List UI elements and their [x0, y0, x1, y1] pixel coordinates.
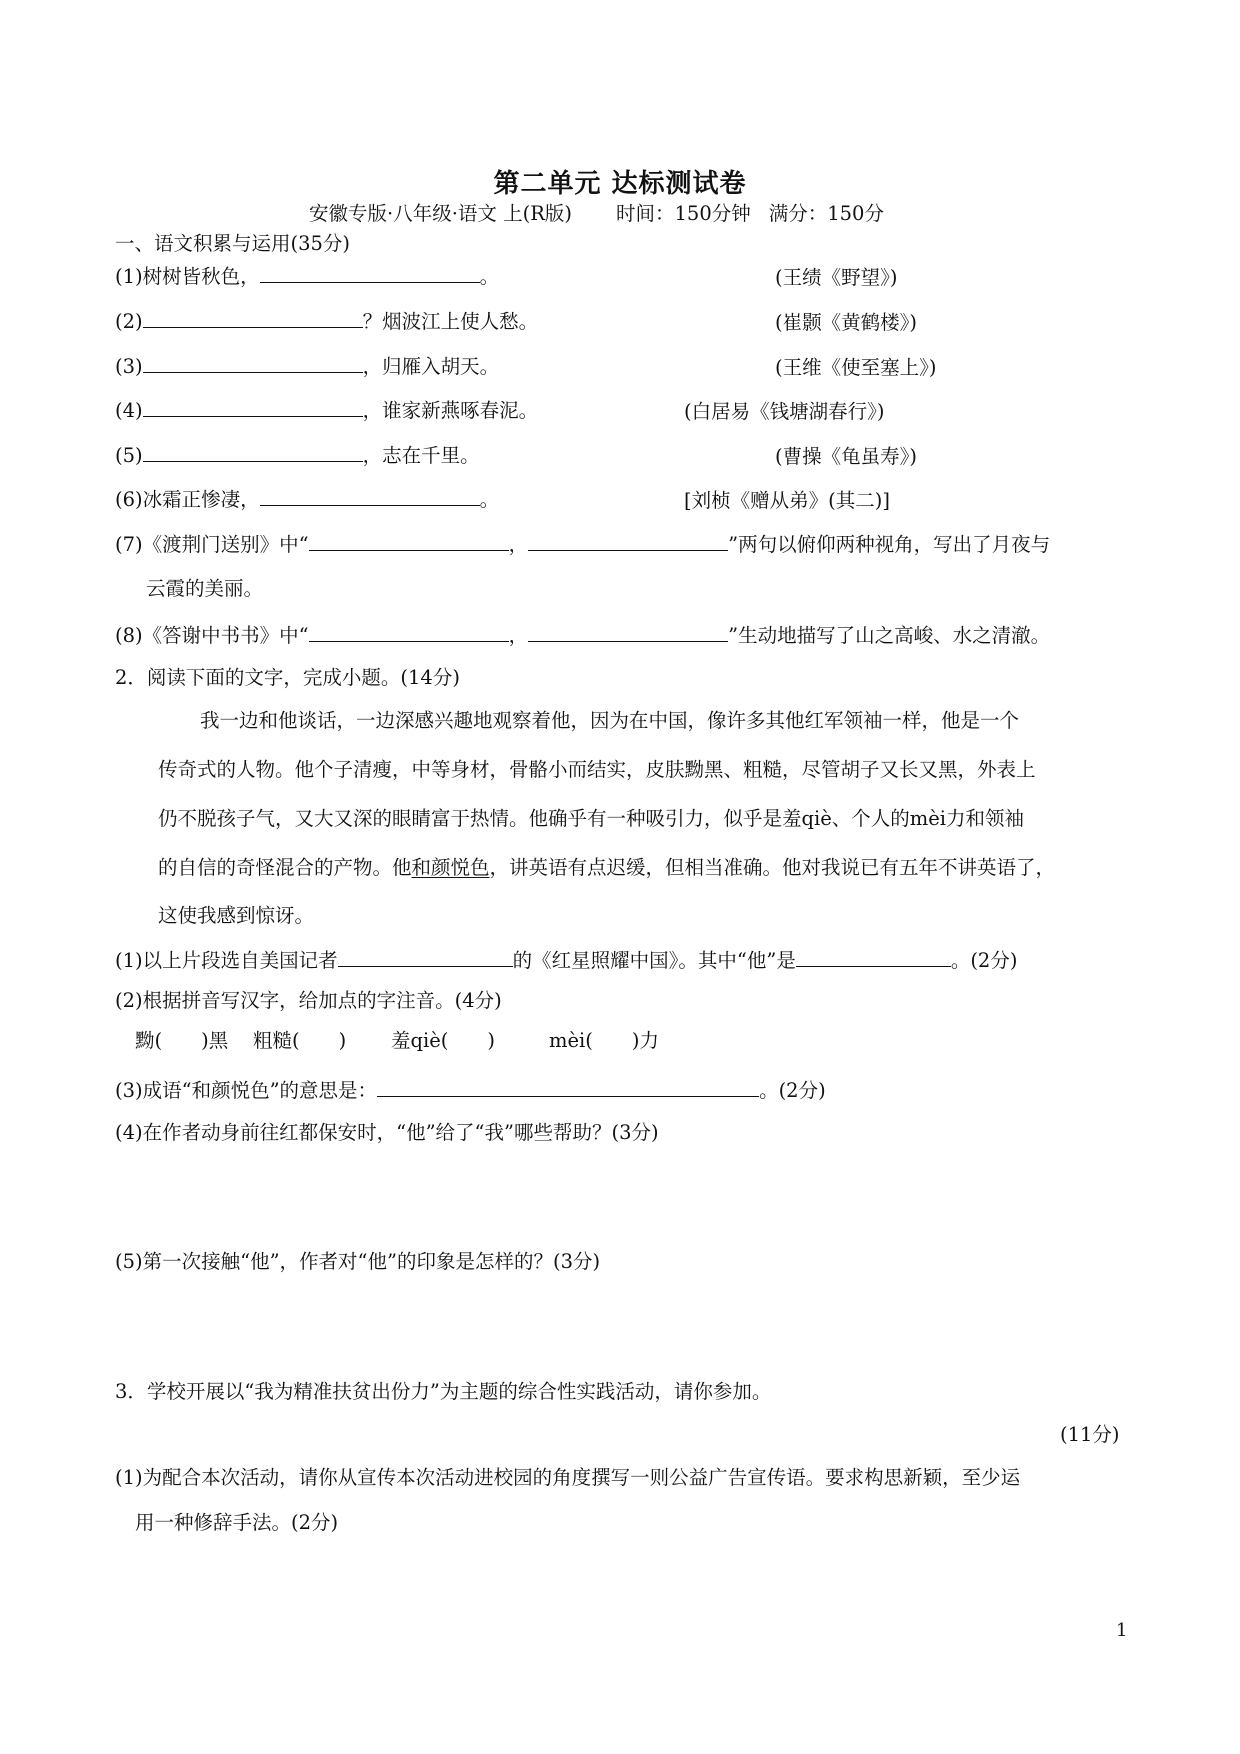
passage-line: 这使我感到惊讶。	[158, 904, 315, 927]
answer-blank[interactable]	[143, 307, 363, 328]
answer-blank[interactable]	[377, 1076, 759, 1097]
pinyin-item[interactable]: 黝( )黑	[135, 1029, 229, 1052]
pinyin-item[interactable]: mèi( )力	[549, 1029, 659, 1052]
passage-line: 传奇式的人物。他个子清瘦，中等身材，骨骼小而结实，皮肤黝黑、粗糙，尽管胡子又长又黑，外表上	[158, 758, 1036, 781]
section2-heading: 2．阅读下面的文字，完成小题。(14分)	[115, 666, 460, 689]
item-2: (2) ？烟波江上使人愁。	[115, 307, 538, 335]
edition-label: 安徽专版·八年级·语文 上(R版)	[309, 202, 572, 225]
section3-points: (11分)	[1060, 1423, 1120, 1446]
time-label: 时间：150分钟	[616, 202, 751, 225]
item-7: (7)《渡荆门送别》中“ ， ”两句以俯仰两种视角，写出了月夜与	[115, 530, 1050, 558]
answer-blank[interactable]	[260, 485, 480, 506]
source-6: [刘桢《赠从弟》(其二)]	[684, 489, 890, 512]
exam-subtitle	[309, 198, 884, 226]
passage-line: 仍不脱孩子气，又大又深的眼睛富于热情。他确乎有一种吸引力，似乎是羞qiè、个人的mèi力和领袖	[158, 807, 1025, 830]
answer-blank[interactable]	[309, 621, 509, 642]
item-3: (3) ，归雁入胡天。	[115, 352, 499, 380]
question-3-1-cont: 用一种修辞手法。(2分)	[135, 1511, 339, 1534]
pinyin-item[interactable]: 粗糙( )	[253, 1029, 347, 1052]
answer-blank[interactable]	[338, 946, 513, 967]
item-7-cont: 云霞的美丽。	[146, 577, 264, 600]
answer-blank[interactable]	[796, 946, 951, 967]
source-3: (王维《使至塞上》)	[775, 356, 937, 379]
pinyin-item[interactable]: 羞qiè( )	[391, 1029, 495, 1052]
score-label: 满分：150分	[768, 202, 884, 225]
passage-line: 我一边和他谈话，一边深感兴趣地观察着他，因为在中国，像许多其他红军领袖一样，他是一个	[200, 709, 1020, 732]
question-3-1: (1)为配合本次活动，请你从宣传本次活动进校园的角度撰写一则公益广告宣传语。要求构思新颖，至少运	[115, 1466, 1021, 1489]
answer-blank[interactable]	[528, 530, 728, 551]
answer-blank[interactable]	[143, 441, 363, 462]
answer-blank[interactable]	[143, 352, 363, 373]
source-5: (曹操《龟虽寿》)	[775, 445, 917, 468]
source-4: (白居易《钱塘湖春行》)	[684, 400, 885, 423]
question-2-2: (2)根据拼音写汉字，给加点的字注音。(4分)	[115, 989, 502, 1012]
page-title: 第二单元 达标测试卷	[493, 169, 747, 199]
passage-line: 的自信的奇怪混合的产物。他和颜悦色，讲英语有点迟缓，但相当准确。他对我说已有五年不讲英语了，	[158, 856, 1056, 879]
item-4: (4) ，谁家新燕啄春泥。	[115, 396, 538, 424]
item-5: (5) ，志在千里。	[115, 441, 480, 469]
pinyin-row	[135, 1028, 659, 1054]
question-2-1: (1)以上片段选自美国记者 的《红星照耀中国》。其中“他”是 。(2分)	[115, 946, 1017, 974]
source-1: (王绩《野望》)	[775, 266, 898, 289]
page-number: 1	[1116, 1620, 1128, 1641]
question-2-4: (4)在作者动身前往红都保安时，“他”给了“我”哪些帮助？(3分)	[115, 1121, 659, 1144]
answer-blank[interactable]	[260, 262, 480, 283]
question-2-3: (3)成语“和颜悦色”的意思是： 。(2分)	[115, 1076, 826, 1104]
answer-blank[interactable]	[309, 530, 509, 551]
item-1: (1)树树皆秋色， 。	[115, 262, 499, 290]
answer-blank[interactable]	[143, 396, 363, 417]
answer-blank[interactable]	[528, 621, 728, 642]
question-2-5: (5)第一次接触“他”，作者对“他”的印象是怎样的？(3分)	[115, 1250, 601, 1273]
item-6: (6)冰霜正惨凄， 。	[115, 485, 499, 513]
section1-heading: 一、语文积累与运用(35分)	[115, 232, 351, 255]
underlined-idiom: 和颜悦色	[411, 856, 490, 879]
source-2: (崔颢《黄鹤楼》)	[775, 311, 917, 334]
item-8: (8)《答谢中书书》中“ ， ”生动地描写了山之高峻、水之清澈。	[115, 621, 1050, 649]
section3-heading: 3．学校开展以“我为精准扶贫出份力”为主题的综合性实践活动，请你参加。	[115, 1380, 772, 1403]
